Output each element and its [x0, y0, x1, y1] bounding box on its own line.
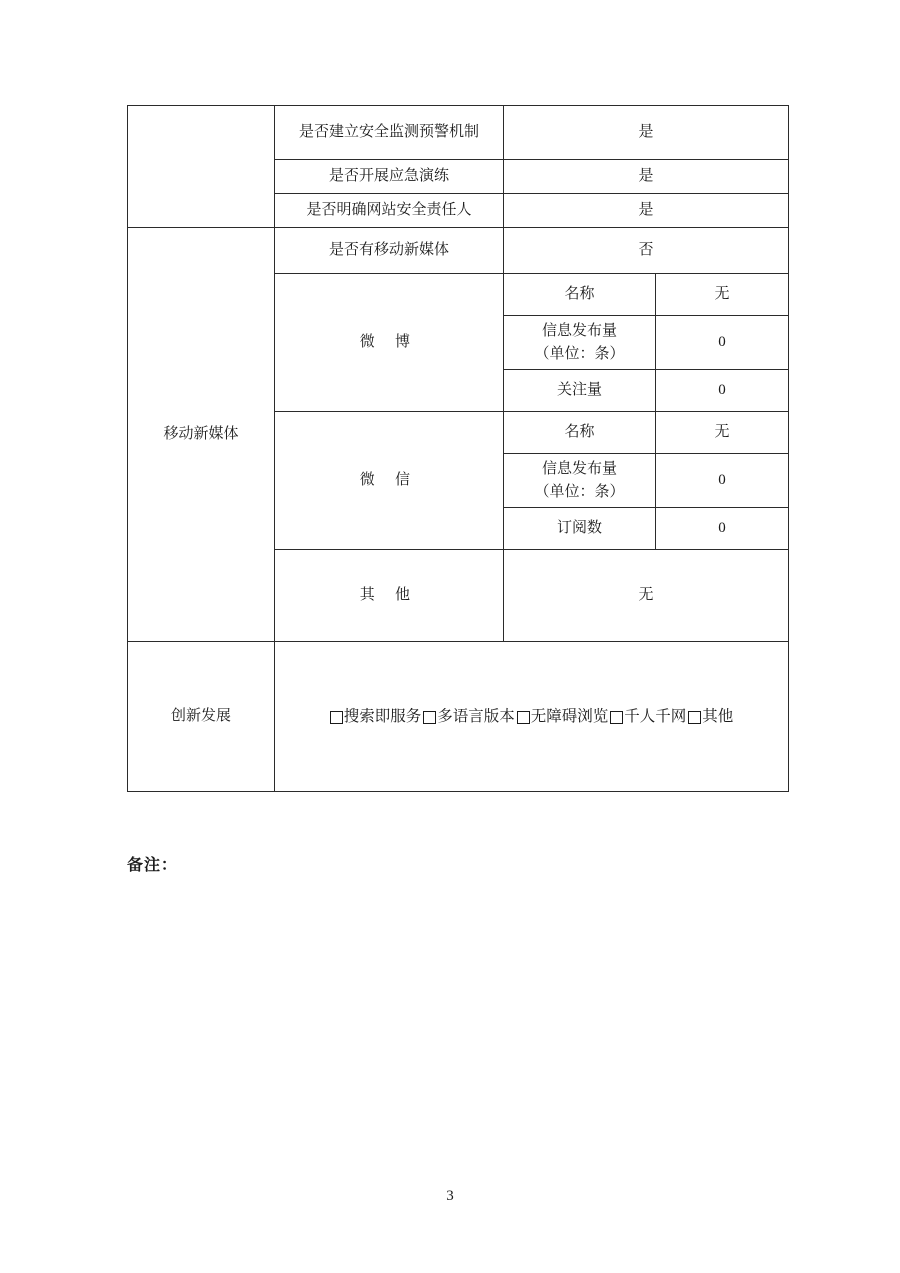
weibo-label: 微 博 [275, 274, 504, 412]
wechat-field-name: 名称 [504, 412, 656, 454]
security-answer-3: 是 [504, 194, 789, 228]
form-table [127, 105, 789, 792]
table-row [128, 228, 789, 274]
security-answer-2: 是 [504, 160, 789, 194]
security-answer-1: 是 [504, 106, 789, 160]
weibo-field-publish-count-line1: 信息发布量 [541, 323, 617, 339]
other-media-value: 无 [504, 550, 789, 642]
checkbox-personalized-network-icon[interactable] [610, 711, 623, 724]
checkbox-label-accessible-browsing: 无障碍浏览 [530, 707, 609, 725]
remark-label: 备注： [127, 857, 178, 874]
wechat-field-publish-count-line2: （单位：条） [534, 483, 625, 500]
checkbox-other-icon[interactable] [688, 711, 701, 724]
mobile-media-section-label: 移动新媒体 [128, 228, 275, 642]
innovation-options-cell [275, 642, 789, 792]
weibo-field-followers: 关注量 [504, 370, 656, 412]
checkbox-label-search-as-service: 搜索即服务 [343, 707, 422, 725]
other-media-label: 其 他 [275, 550, 504, 642]
innovation-options-list [281, 705, 782, 728]
checkbox-label-multilingual-version: 多语言版本 [437, 707, 515, 725]
page-number: 3 [446, 1188, 454, 1204]
wechat-field-publish-count [504, 454, 656, 508]
wechat-value-name: 无 [656, 412, 789, 454]
weibo-field-publish-count-line2: （单位：条） [534, 345, 625, 362]
weibo-value-followers: 0 [656, 370, 789, 412]
checkbox-label-personalized-network: 千人千网 [624, 707, 687, 725]
security-question-3: 是否明确网站安全责任人 [275, 194, 504, 228]
mobile-media-question: 是否有移动新媒体 [275, 228, 504, 274]
table-row [128, 106, 789, 160]
checkbox-label-other: 其他 [702, 707, 734, 725]
wechat-field-subscribers: 订阅数 [504, 508, 656, 550]
weibo-value-name: 无 [656, 274, 789, 316]
security-question-2: 是否开展应急演练 [275, 160, 504, 194]
checkbox-search-as-service-icon[interactable] [330, 711, 343, 724]
weibo-field-publish-count [504, 316, 656, 370]
table-row [128, 642, 789, 792]
wechat-value-subscribers: 0 [656, 508, 789, 550]
wechat-label: 微 信 [275, 412, 504, 550]
checkbox-accessible-browsing-icon[interactable] [517, 711, 530, 724]
security-question-1: 是否建立安全监测预警机制 [275, 106, 504, 160]
weibo-value-publish-count: 0 [656, 316, 789, 370]
website-report-table [127, 105, 788, 792]
wechat-value-publish-count: 0 [656, 454, 789, 508]
innovation-section-label: 创新发展 [128, 642, 275, 792]
checkbox-multilingual-version-icon[interactable] [423, 711, 436, 724]
security-section-label [128, 106, 275, 228]
wechat-field-publish-count-line1: 信息发布量 [541, 461, 617, 477]
weibo-field-name: 名称 [504, 274, 656, 316]
mobile-media-answer: 否 [504, 228, 789, 274]
